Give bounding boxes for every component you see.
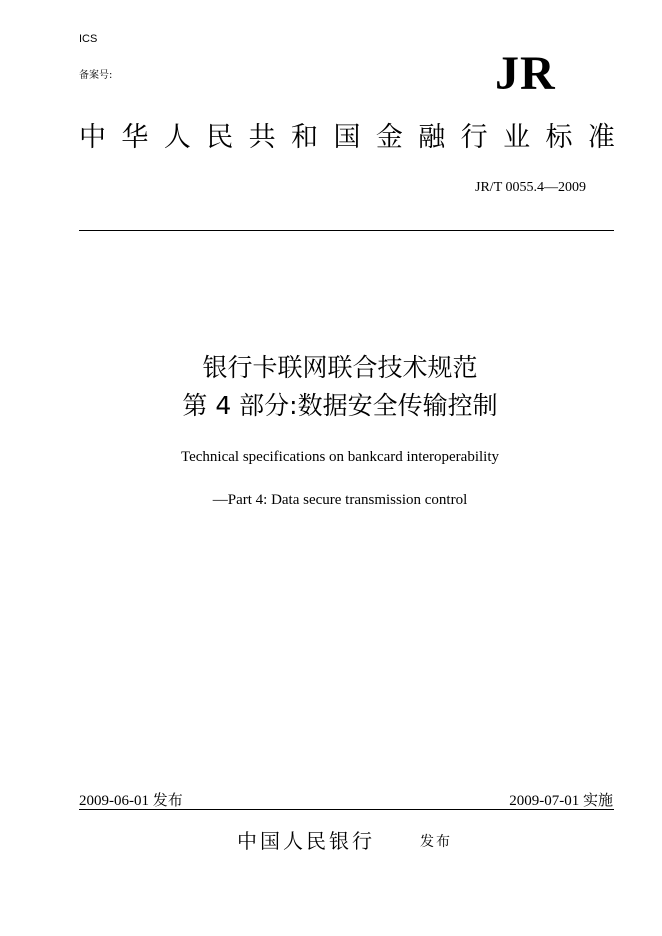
standard-category-title — [79, 120, 615, 156]
standard-title-char: 标 — [545, 122, 573, 153]
document-title-cn-line1: 银行卡联网联合技术规范 — [202, 353, 478, 382]
standard-title-char: 共 — [248, 122, 276, 153]
implementation-date: 2009-07-01 实施 — [509, 793, 613, 809]
standard-title-char: 和 — [291, 122, 319, 153]
issuing-authority: 中国人民银行 — [237, 829, 375, 853]
standard-title-char: 金 — [375, 122, 403, 153]
standard-title-char: 华 — [121, 122, 149, 153]
standard-number: JR/T 0055.4—2009 — [475, 180, 586, 195]
jr-logo: JR — [495, 47, 556, 100]
record-number-label: 备案号: — [79, 70, 113, 81]
document-title-cn-line2: 第 4 部分:数据安全传输控制 — [182, 391, 498, 420]
standard-title-char: 中 — [79, 122, 106, 153]
footer-divider — [79, 809, 614, 810]
standard-title-char: 国 — [333, 122, 361, 153]
standard-title-char: 准 — [587, 122, 615, 153]
standard-title-char: 民 — [206, 122, 234, 153]
document-title-en-line1: Technical specifications on bankcard interoperability — [181, 449, 499, 465]
issuing-authority-suffix: 发布 — [420, 834, 452, 850]
standard-title-char: 业 — [503, 122, 531, 153]
issue-date: 2009-06-01 发布 — [79, 793, 183, 809]
standard-title-char: 行 — [460, 122, 488, 153]
standard-title-char: 融 — [418, 122, 446, 153]
standard-title-char: 人 — [163, 122, 191, 153]
ics-label: ICS — [79, 33, 98, 45]
header-divider — [79, 230, 614, 231]
document-title-en-line2: —Part 4: Data secure transmission control — [212, 492, 468, 508]
